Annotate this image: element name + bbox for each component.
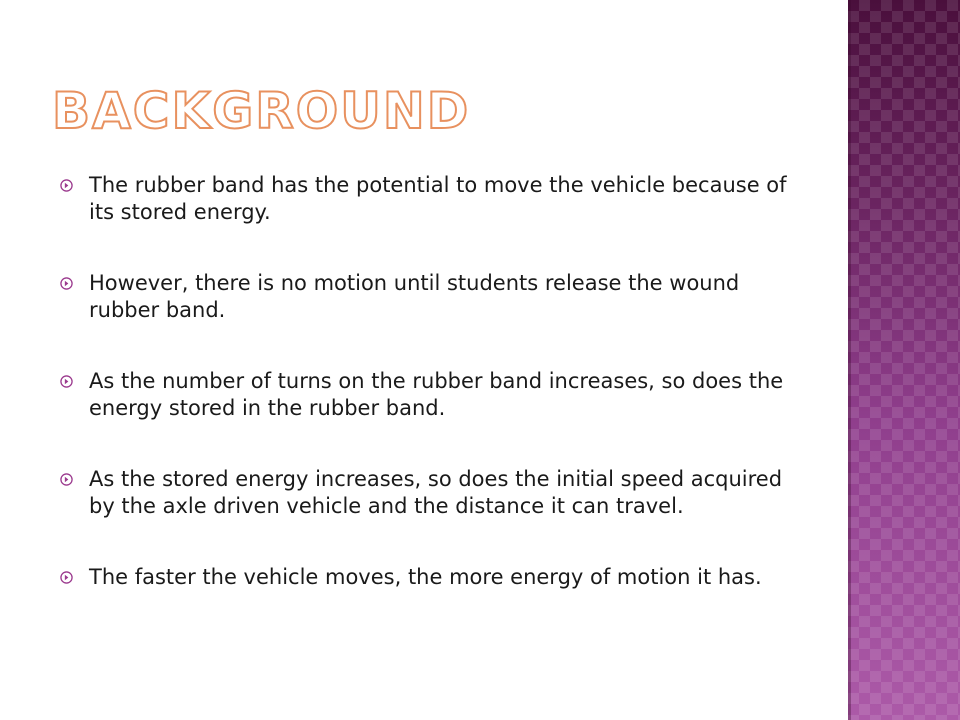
circled-arrow-icon [60, 473, 73, 486]
bullet-text: As the stored energy increases, so does the initial speed acquired by the axle driven vehicle and the distance it can travel. [89, 467, 783, 518]
decorative-side-panel [848, 0, 960, 720]
bullet-list [60, 172, 800, 635]
bullet-text: As the number of turns on the rubber band increases, so does the energy stored in the rubber band. [89, 369, 784, 420]
bullet-text: The faster the vehicle moves, the more energy of motion it has. [89, 565, 762, 589]
bullet-item [60, 270, 800, 324]
circled-arrow-icon [60, 179, 73, 192]
side-panel-edge [848, 0, 851, 720]
bullet-text: The rubber band has the potential to move the vehicle because of its stored energy. [89, 173, 787, 224]
circled-arrow-icon [60, 375, 73, 388]
bullet-item [60, 172, 800, 226]
bullet-text: However, there is no motion until students release the wound rubber band. [89, 271, 740, 322]
bullet-item [60, 466, 800, 520]
circled-arrow-icon [60, 277, 73, 290]
bullet-item [60, 564, 800, 591]
circled-arrow-icon [60, 571, 73, 584]
bullet-item [60, 368, 800, 422]
slide-title: BACKGROUND [52, 82, 471, 140]
